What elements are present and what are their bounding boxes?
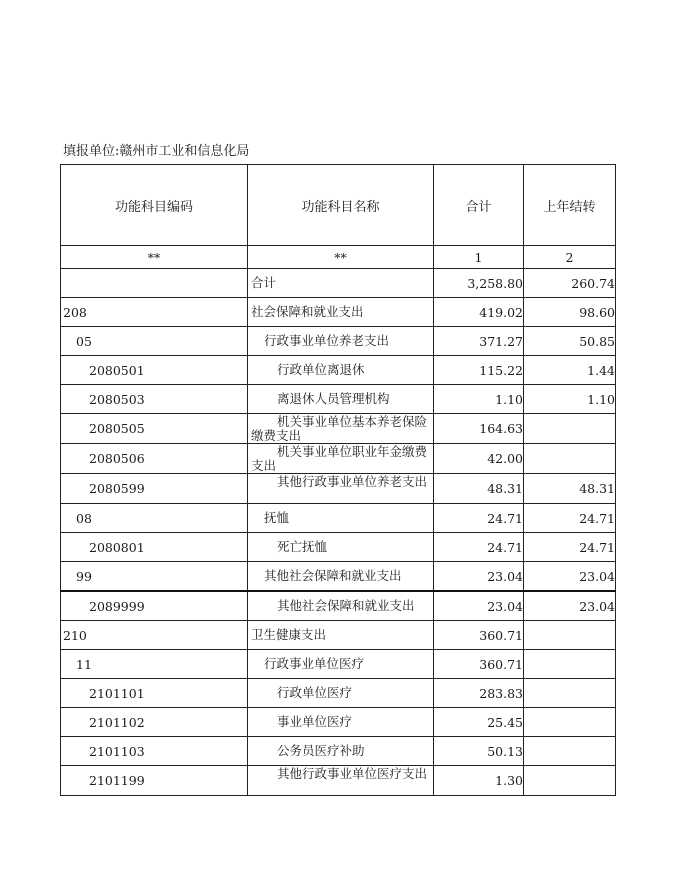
- table-row: [61, 327, 616, 356]
- table-row: [61, 679, 616, 708]
- carryover-cell: 1.10: [524, 385, 616, 414]
- carryover-cell: 1.44: [524, 356, 616, 385]
- carryover-cell: 23.04: [524, 591, 616, 621]
- table-row: [61, 385, 616, 414]
- index-cell: **: [248, 246, 434, 269]
- table-row: [61, 474, 616, 504]
- code-cell: 2101102: [61, 708, 248, 737]
- name-text: 机关事业单位职业年金缴费支出: [251, 444, 428, 473]
- total-cell: 371.27: [434, 327, 524, 356]
- carryover-cell: [524, 679, 616, 708]
- table-row: [61, 298, 616, 327]
- name-cell: 行政单位离退休: [248, 356, 434, 385]
- total-cell: 283.83: [434, 679, 524, 708]
- total-cell: 419.02: [434, 298, 524, 327]
- total-cell: 23.04: [434, 591, 524, 621]
- code-cell: [61, 269, 248, 298]
- carryover-cell: 24.71: [524, 504, 616, 533]
- index-cell: 1: [434, 246, 524, 269]
- header-function-code: 功能科目编码: [61, 165, 248, 246]
- code-cell: 2080801: [61, 533, 248, 562]
- carryover-cell: [524, 737, 616, 766]
- reporting-unit-label: 填报单位:赣州市工业和信息化局: [63, 144, 250, 159]
- carryover-cell: [524, 621, 616, 650]
- table-row: [61, 504, 616, 533]
- total-cell: 48.31: [434, 474, 524, 504]
- carryover-cell: [524, 650, 616, 679]
- table-row: [61, 708, 616, 737]
- carryover-cell: 98.60: [524, 298, 616, 327]
- header-carryover: 上年结转: [524, 165, 616, 246]
- total-cell: 360.71: [434, 621, 524, 650]
- total-cell: 24.71: [434, 504, 524, 533]
- name-cell: 死亡抚恤: [248, 533, 434, 562]
- total-cell: 360.71: [434, 650, 524, 679]
- name-cell: [248, 766, 434, 796]
- code-cell: 208: [61, 298, 248, 327]
- name-cell: 行政单位医疗: [248, 679, 434, 708]
- table-row: [61, 766, 616, 796]
- name-cell: 其他社会保障和就业支出: [248, 591, 434, 621]
- code-cell: 2101103: [61, 737, 248, 766]
- table-row: [61, 562, 616, 592]
- name-cell: [248, 414, 434, 444]
- name-cell: 事业单位医疗: [248, 708, 434, 737]
- table-row: [61, 269, 616, 298]
- total-cell: 25.45: [434, 708, 524, 737]
- total-cell: 1.10: [434, 385, 524, 414]
- code-cell: 2080501: [61, 356, 248, 385]
- name-text: 其他行政事业单位养老支出: [277, 474, 428, 489]
- table-row: [61, 621, 616, 650]
- carryover-cell: [524, 708, 616, 737]
- name-cell: 离退休人员管理机构: [248, 385, 434, 414]
- index-cell: **: [61, 246, 248, 269]
- code-cell: 2089999: [61, 591, 248, 621]
- name-cell: [248, 474, 434, 504]
- total-cell: 23.04: [434, 562, 524, 592]
- carryover-cell: 24.71: [524, 533, 616, 562]
- carryover-cell: 23.04: [524, 562, 616, 592]
- code-cell: 99: [61, 562, 248, 592]
- total-cell: 164.63: [434, 414, 524, 444]
- total-cell: 1.30: [434, 766, 524, 796]
- budget-table: [60, 164, 616, 796]
- code-cell: 11: [61, 650, 248, 679]
- table-row: [61, 444, 616, 474]
- table-row: [61, 650, 616, 679]
- code-cell: 05: [61, 327, 248, 356]
- code-cell: 2101101: [61, 679, 248, 708]
- table-row: [61, 533, 616, 562]
- code-cell: 2080599: [61, 474, 248, 504]
- name-cell: 行政事业单位医疗: [248, 650, 434, 679]
- table-header-row: [61, 165, 616, 246]
- name-cell: 社会保障和就业支出: [248, 298, 434, 327]
- carryover-cell: 260.74: [524, 269, 616, 298]
- name-cell: 抚恤: [248, 504, 434, 533]
- name-cell: 行政事业单位养老支出: [248, 327, 434, 356]
- name-cell: 卫生健康支出: [248, 621, 434, 650]
- total-cell: 115.22: [434, 356, 524, 385]
- carryover-cell: 48.31: [524, 474, 616, 504]
- code-cell: 2080506: [61, 444, 248, 474]
- header-function-name: 功能科目名称: [248, 165, 434, 246]
- code-cell: 2101199: [61, 766, 248, 796]
- carryover-cell: 50.85: [524, 327, 616, 356]
- code-cell: 2080503: [61, 385, 248, 414]
- table-index-row: [61, 246, 616, 269]
- name-text: 其他行政事业单位医疗支出: [277, 766, 428, 781]
- name-text: 机关事业单位基本养老保险缴费支出: [251, 414, 428, 443]
- table-row: [61, 591, 616, 621]
- table-row: [61, 356, 616, 385]
- name-cell: 公务员医疗补助: [248, 737, 434, 766]
- name-cell: 其他社会保障和就业支出: [248, 562, 434, 592]
- carryover-cell: [524, 766, 616, 796]
- code-cell: 2080505: [61, 414, 248, 444]
- carryover-cell: [524, 444, 616, 474]
- header-total: 合计: [434, 165, 524, 246]
- table-row: [61, 737, 616, 766]
- index-cell: 2: [524, 246, 616, 269]
- table-row: [61, 414, 616, 444]
- carryover-cell: [524, 414, 616, 444]
- name-cell: 合计: [248, 269, 434, 298]
- code-cell: 210: [61, 621, 248, 650]
- total-cell: 50.13: [434, 737, 524, 766]
- total-cell: 3,258.80: [434, 269, 524, 298]
- code-cell: 08: [61, 504, 248, 533]
- total-cell: 42.00: [434, 444, 524, 474]
- total-cell: 24.71: [434, 533, 524, 562]
- name-cell: [248, 444, 434, 474]
